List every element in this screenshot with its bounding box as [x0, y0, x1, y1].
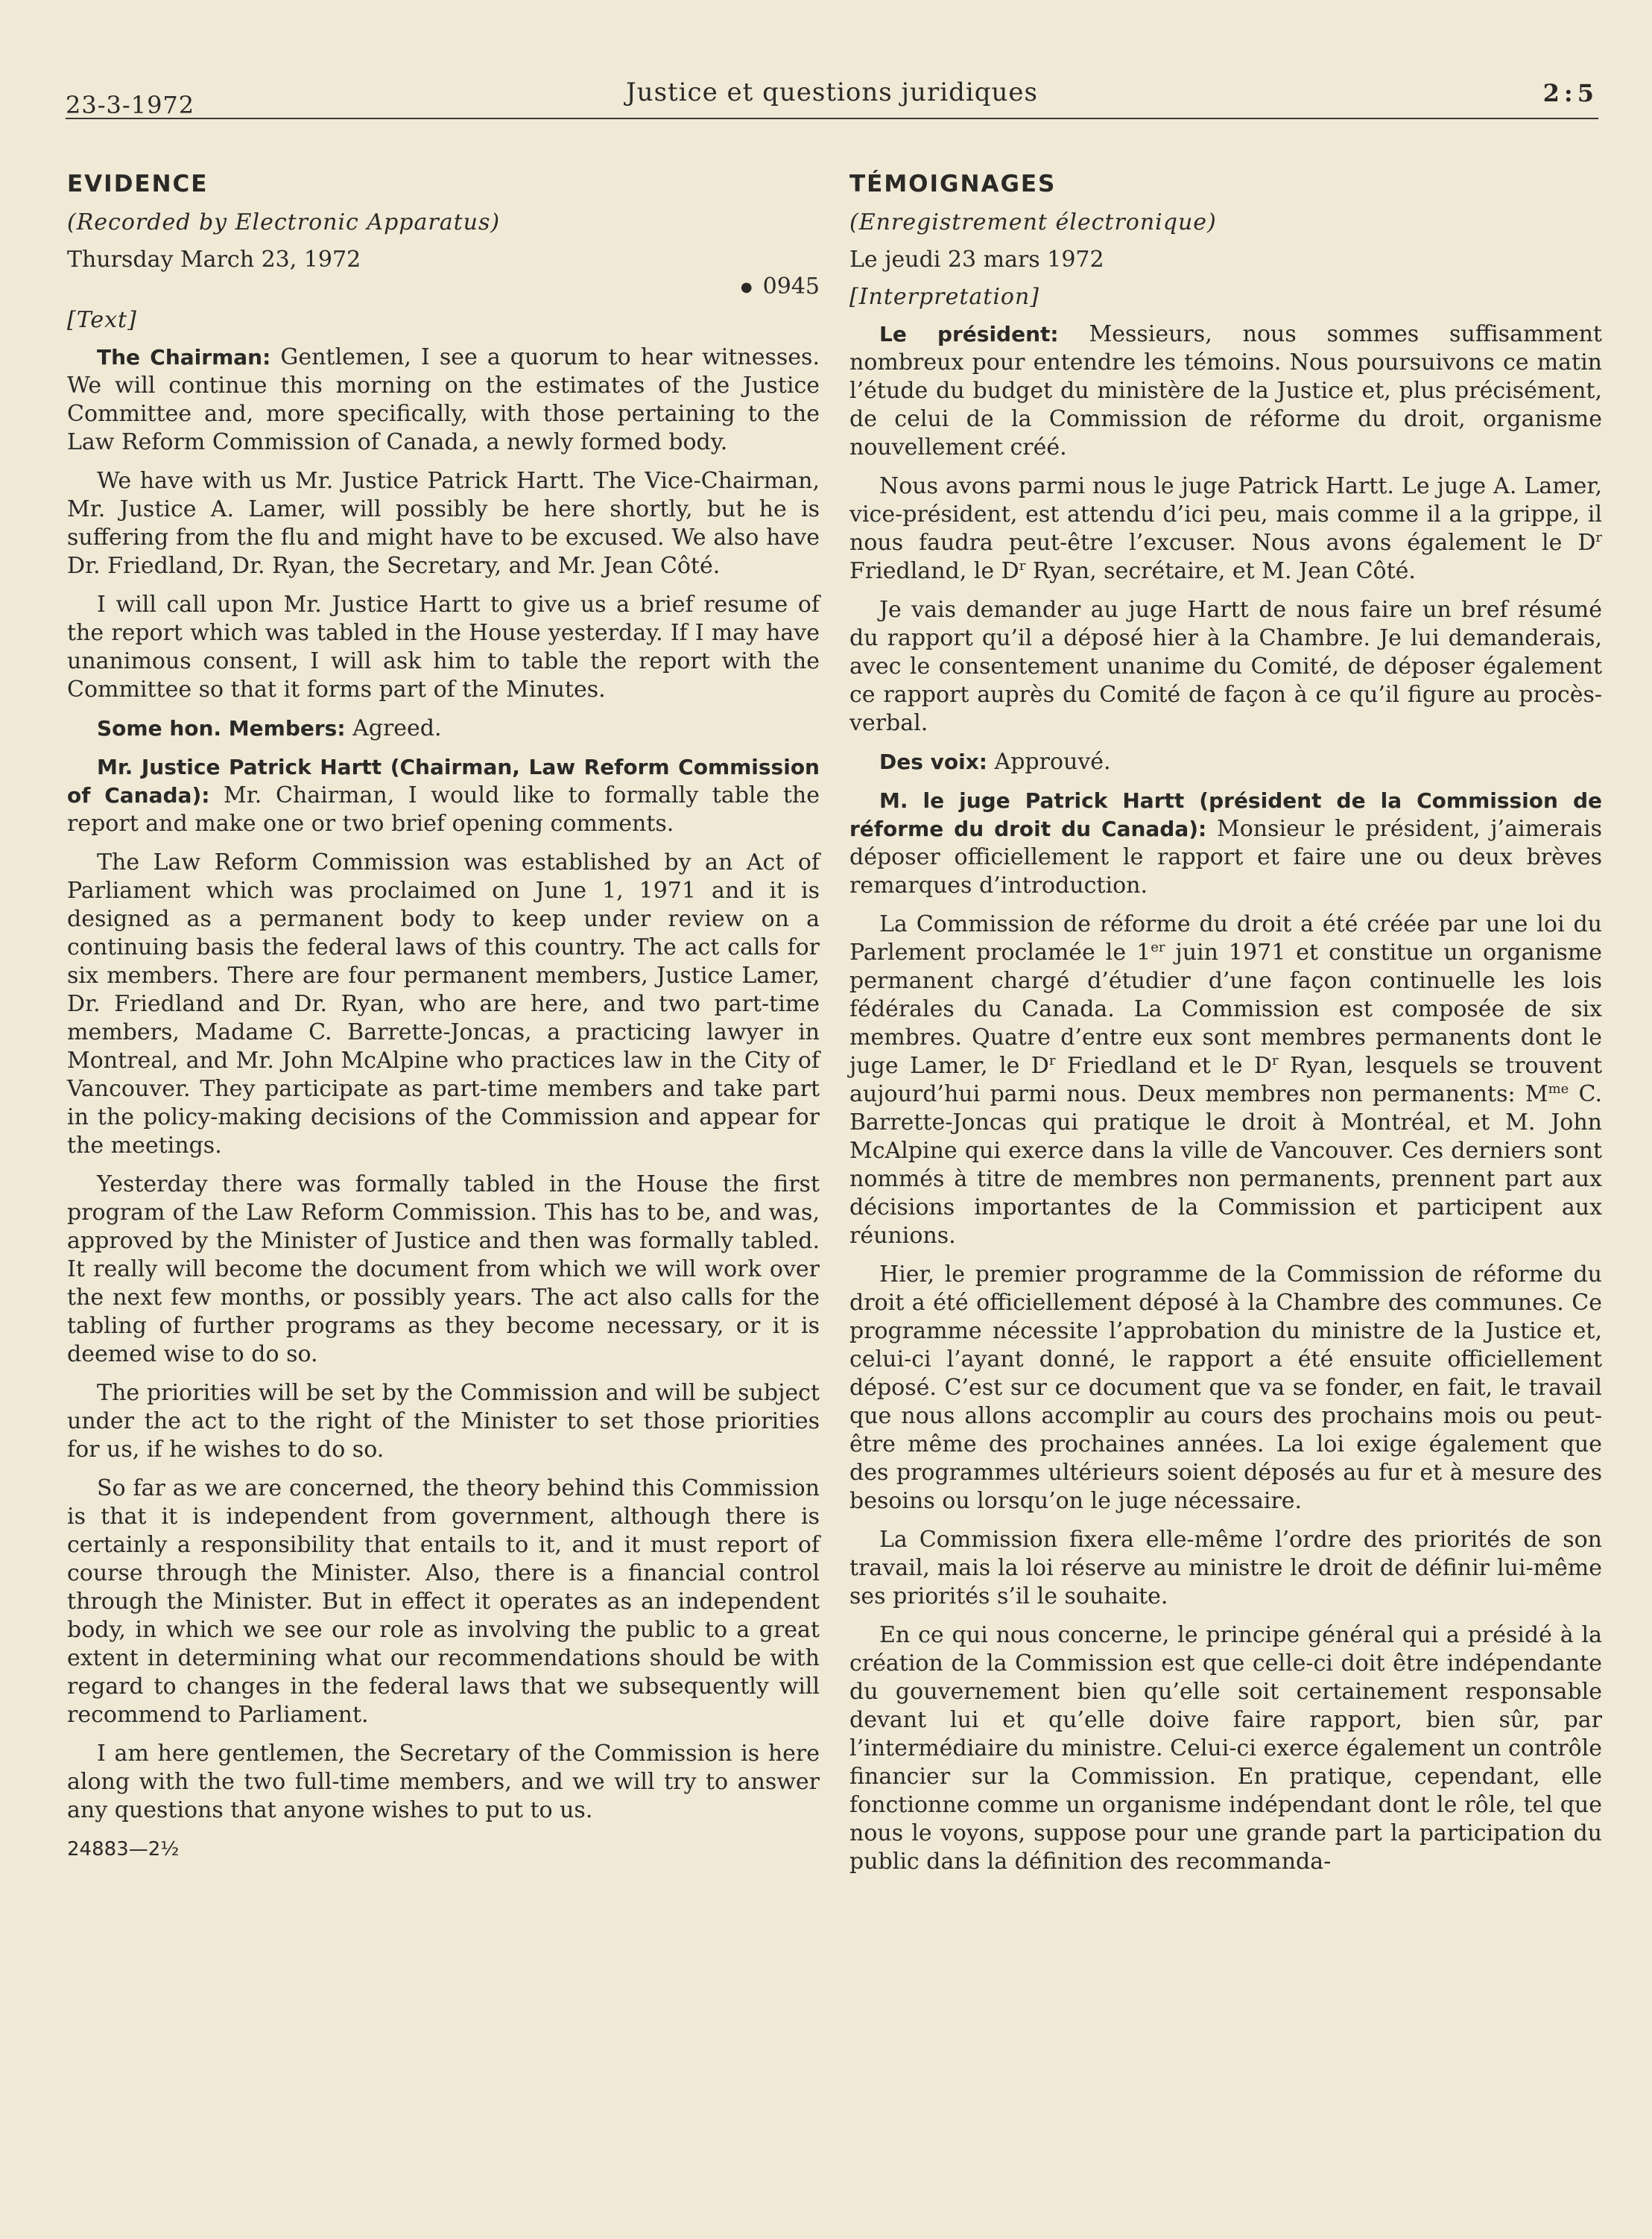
time-value: 0945 — [762, 273, 820, 300]
paragraph-text: Agreed. — [352, 715, 442, 741]
page-number: 2:5 — [1542, 79, 1598, 107]
speaker-label: Le président: — [879, 322, 1059, 346]
paragraph-text: Gentlemen, I see a quorum to hear witnesses. We will continue this morning on the estimates of the Justice Committee and, more specifically, with those pertaining to the Law Reform Commission of Canada, a newly formed body. — [67, 344, 820, 455]
paragraph — [849, 320, 1602, 462]
header-title: Justice et questions juridiques — [626, 77, 1038, 107]
speaker-label: M. le juge Patrick Hartt (président de la Commission de réforme du droit du Canada): — [849, 788, 1602, 841]
paragraph — [849, 748, 1602, 776]
paragraph: En ce qui nous concerne, le principe général qui a présidé à la création de la Commission est que celle-ci doit être indépendante du gouvernement bien qu’elle soit certainement responsable devant lui et qu’elle doive faire rapport, bien sûr, par l’intermédiaire du ministre. Celui-ci exerce également un contrôle financier sur la Commission. En pratique, cependant, elle fonctionne comme un organisme indépendant dont le rôle, tel que nous le voyons, suppose pour une grande part la participation du public dans la définition des recommanda- — [849, 1622, 1602, 1875]
print-footnote: 24883—2½ — [67, 1838, 180, 1860]
evidence-heading: EVIDENCE — [67, 171, 209, 197]
paragraph: The Law Reform Commission was established by an Act of Parliament which was proclaimed on June 1, 1971 and it is designed as a permanent body to keep under review on a continuing basis the federal laws of this country. The act calls for six members. There are four permanent members, Justice Lamer, Dr. Friedland and Dr. Ryan, who are here, and two part-time members, Madame C. Barrette-Joncas, a practicing lawyer in Montreal, and Mr. John McAlpine who practices law in the City of Vancouver. They participate as part-time members and take part in the policy-making decisions of the Commission and appear for the meetings. — [67, 849, 820, 1159]
text-marker: [Text] — [67, 307, 137, 333]
paragraph-text: Approuvé. — [994, 749, 1111, 775]
speaker-label: The Chairman: — [97, 345, 271, 370]
sitting-date: Thursday March 23, 1972 — [67, 247, 361, 273]
recording-note: (Enregistrement électronique) — [849, 209, 1217, 235]
interpretation-marker: [Interpretation] — [849, 284, 1040, 310]
paragraph — [67, 753, 820, 838]
paragraph: The priorities will be set by the Commission and will be subject under the act to the right of the Minister to set those priorities for us, if he wishes to do so. — [67, 1380, 820, 1463]
temoignages-heading: TÉMOIGNAGES — [849, 171, 1057, 197]
speaker-label: Des voix: — [879, 750, 987, 774]
paragraph: Hier, le premier programme de la Commission de réforme du droit a été officiellement déposé à la Chambre des communes. Ce programme nécessite l’approbation du ministre de la Justice et, celui-ci l’ayant donné, le rapport a été ensuite officiellement déposé. C’est sur ce document que va se fonder, en fait, le travail que nous allons accomplir au cours des prochains mois ou peut-être même des prochaines années. La loi exige également que des programmes ultérieurs soient déposés au fur et à mesure des besoins ou lorsqu’on le juge nécessaire. — [849, 1261, 1602, 1514]
paragraph: La Commission fixera elle-même l’ordre des priorités de son travail, mais la loi réserve au ministre le droit de définir lui-même ses priorités s’il le souhaite. — [849, 1527, 1602, 1609]
paragraph: Je vais demander au juge Hartt de nous faire un bref résumé du rapport qu’il a déposé hier à la Chambre. Je lui demanderais, avec le consentement unanime du Comité, de déposer également ce rapport auprès du Comité de façon à ce qu’il figure au procès-verbal. — [849, 597, 1602, 736]
paragraph: We have with us Mr. Justice Patrick Hartt. The Vice-Chairman, Mr. Justice A. Lamer, will possibly be here shortly, but he is suffering from the flu and might have to be excused. We also have Dr. Friedland, Dr. Ryan, the Secretary, and Mr. Jean Côté. — [67, 468, 820, 579]
paragraph-text: Monsieur le président, j’aimerais déposer officiellement le rapport et faire une ou deux brèves remarques d’introduction. — [849, 816, 1602, 899]
paragraph: La Commission de réforme du droit a été créée par une loi du Parlement proclamée le 1er juin 1971 et constitue un organisme permanent chargé d’étudier d’une façon continuelle les lois fédérales du Canada. La Commission est composée de six membres. Quatre d’entre eux sont membres permanents dont le juge Lamer, le $D^r$ Friedland et le $D^r$ Ryan, lesquels se trouvent aujourd’hui parmi nous. Deux membres non permanents: $M^{me}$ C. Barrette-Joncas qui pratique le droit à Montréal, et M. John McAlpine qui exerce dans la ville de Vancouver. Ces derniers sont nommés à titre de membres non permanents, prennent part aux décisions importantes de la Commission et participent aux réunions. — [849, 911, 1603, 1249]
speaker-label: Some hon. Members: — [97, 716, 346, 741]
speaker-label: Mr. Justice Patrick Hartt (Chairman, Law Reform Commission of Canada): — [67, 755, 820, 808]
header-rule — [66, 118, 1598, 119]
paragraph: Nous avons parmi nous le juge Patrick Hartt. Le juge A. Lamer, vice-président, est attendu d’ici peu, mais comme il a la grippe, il nous faudra peut-être l’excuser. Nous avons également le $D^r$ Friedland, le $D^r$ Ryan, secrétaire, et M. Jean Côté. — [849, 473, 1602, 584]
paragraph: I am here gentlemen, the Secretary of the Commission is here along with the two full-time members, and we will try to answer any questions that anyone wishes to put to us. — [67, 1741, 820, 1823]
paragraph — [67, 715, 820, 743]
bullet-icon: ● — [740, 279, 753, 295]
sitting-date: Le jeudi 23 mars 1972 — [849, 247, 1104, 273]
recording-note: (Recorded by Electronic Apparatus) — [67, 209, 501, 235]
paragraph — [67, 343, 820, 457]
paragraph: Yesterday there was formally tabled in the House the first program of the Law Reform Commission. This has to be, and was, approved by the Minister of Justice and then was formally tabled. It really will become the document from which we will work over the next few months, or possibly years. The act also calls for the tabling of further programs as they become necessary, or it is deemed wise to do so. — [67, 1171, 820, 1367]
paragraph: I will call upon Mr. Justice Hartt to give us a brief resume of the report which was tabled in the House yesterday. If I may have unanimous consent, I will ask him to table the report with the Committee so that it forms part of the Minutes. — [67, 592, 820, 703]
french-column — [849, 170, 1602, 1887]
paragraph — [849, 787, 1602, 900]
running-header — [66, 73, 1598, 119]
paragraph: So far as we are concerned, the theory behind this Commission is that it is independent from government, although there is certainly a responsibility that entails to it, and it must report of course through the Minister. Also, there is a financial control through the Minister. But in effect it operates as an independent body, in which we see our role as involving the public to a great extent in determining what our recommendations should be with regard to changes in the federal laws that we subsequently will recommend to Parliament. — [67, 1475, 820, 1728]
english-column — [67, 170, 820, 1863]
paragraph-text: Messieurs, nous sommes suffisamment nombreux pour entendre les témoins. Nous poursuivons ce matin l’étude du budget du ministère de la Justice et, plus précisément, de celui de la Commission de réforme du droit, organisme nouvellement créé. — [849, 321, 1602, 460]
paragraph-text: Mr. Chairman, I would like to formally table the report and make one or two brief opening comments. — [67, 782, 820, 837]
header-date: 23-3-1972 — [66, 91, 195, 119]
time-stamp — [67, 273, 820, 302]
